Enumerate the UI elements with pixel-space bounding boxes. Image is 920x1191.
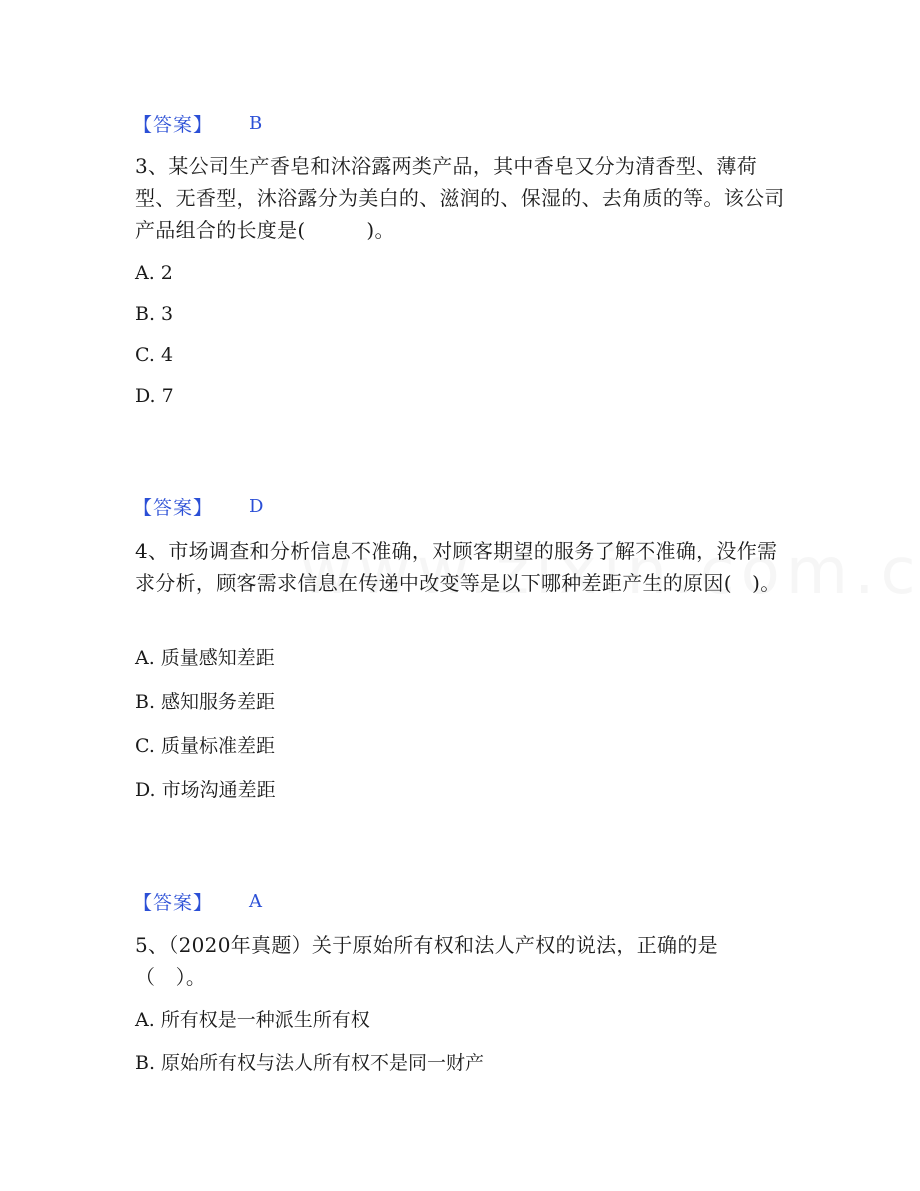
option-c: C. 质量标准差距: [135, 735, 275, 757]
option-c: C. 4: [135, 344, 174, 366]
answer-row: [133, 108, 262, 138]
question-text: 3、某公司生产香皂和沐浴露两类产品，其中香皂又分为清香型、薄荷型、无香型，沐浴露分为美白的、滋润的、保湿的、去角质的等。该公司产品组合的长度是( )。: [135, 154, 785, 242]
answer-row: [133, 886, 262, 916]
option-b: B. 感知服务差距: [135, 691, 276, 713]
option-d: D. 7: [135, 385, 174, 407]
option-b: B. 原始所有权与法人所有权不是同一财产: [135, 1052, 485, 1074]
answer-value: A: [249, 890, 263, 912]
option-b: B. 3: [135, 303, 174, 325]
answer-label: 【答案】: [133, 496, 214, 519]
answer-label: 【答案】: [133, 113, 214, 136]
option-a: A. 所有权是一种派生所有权: [135, 1009, 370, 1031]
question-text: 5、（2020年真题）关于原始所有权和法人产权的说法，正确的是（ ）。: [135, 933, 718, 989]
answer-row: [133, 491, 263, 521]
option-a: A. 质量感知差距: [135, 647, 275, 669]
option-d: D. 市场沟通差距: [135, 779, 276, 801]
answer-value: B: [249, 112, 263, 134]
answer-value: D: [249, 495, 264, 517]
option-a: A. 2: [135, 262, 173, 284]
question-text: 4、市场调查和分析信息不准确，对顾客期望的服务了解不准确，没作需求分析，顾客需求信息在传递中改变等是以下哪种差距产生的原因( )。: [135, 539, 781, 595]
answer-label: 【答案】: [133, 891, 214, 914]
